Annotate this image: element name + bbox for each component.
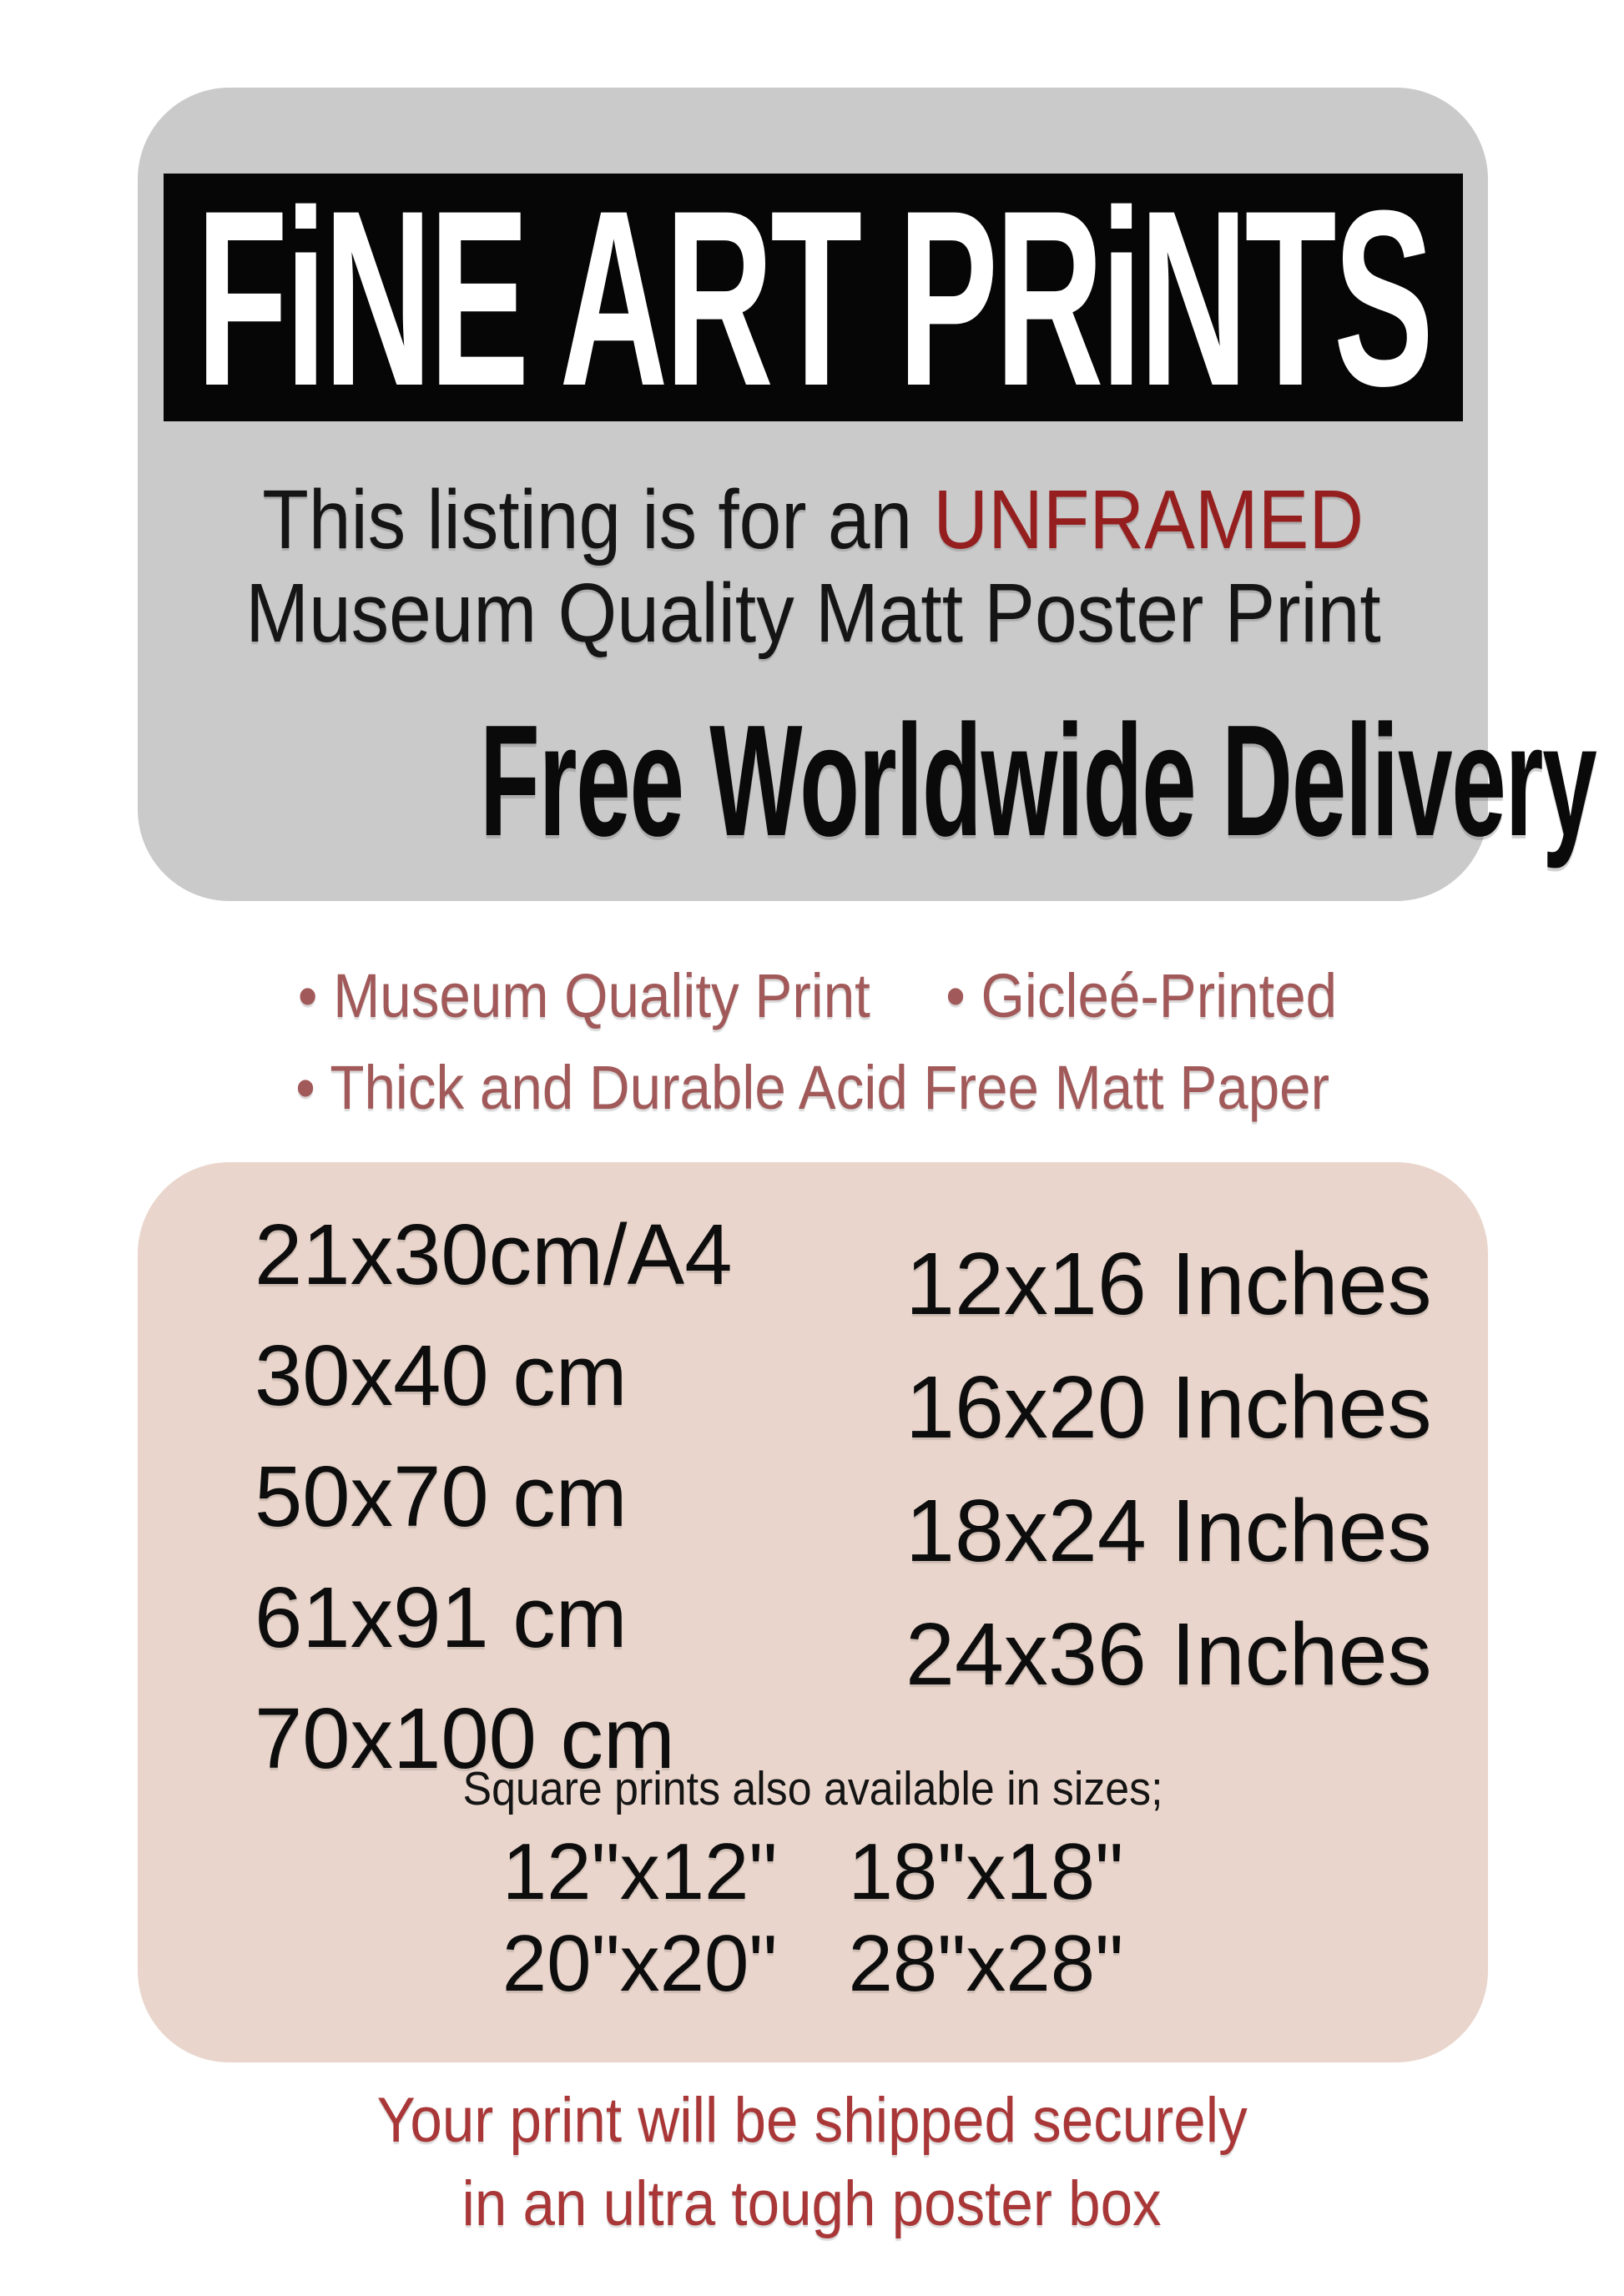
size-item: 18x24 Inches — [905, 1482, 1432, 1580]
listing-line-2: Museum Quality Matt Poster Print — [245, 566, 1381, 660]
inch-size-list — [905, 1222, 1432, 1716]
size-item: 61x91 cm — [255, 1569, 628, 1665]
square-size-item: 20"x20" — [502, 1919, 778, 2008]
square-size-item: 28"x28" — [848, 1919, 1124, 2008]
square-row-2 — [138, 1918, 1488, 2010]
square-row-1 — [138, 1826, 1488, 1918]
size-item: 70x100 cm — [255, 1690, 675, 1786]
unframed-highlight: UNFRAMED — [933, 473, 1364, 566]
size-item: 30x40 cm — [255, 1327, 628, 1423]
square-size-list — [138, 1826, 1488, 2010]
square-size-item: 18"x18" — [848, 1827, 1124, 1916]
size-item: 16x20 Inches — [905, 1358, 1432, 1457]
feature-item: • Gicleé-Printed — [945, 961, 1337, 1030]
feature-item: • Museum Quality Print — [298, 961, 871, 1030]
listing-line-1 — [138, 473, 1488, 566]
feature-item: • Thick and Durable Acid Free Matt Paper — [295, 1053, 1330, 1122]
shipping-line-1: Your print will be shipped securely — [376, 2085, 1248, 2156]
shipping-note — [0, 2079, 1624, 2246]
size-item: 24x36 Inches — [905, 1605, 1432, 1704]
hero-card — [138, 88, 1596, 901]
feature-row-1 — [138, 950, 1488, 1042]
square-size-item: 12"x12" — [502, 1827, 778, 1916]
listing-line1-prefix: This listing is for an — [262, 473, 934, 566]
feature-list — [138, 950, 1488, 1134]
size-item: 50x70 cm — [255, 1448, 628, 1544]
cm-size-list — [255, 1194, 733, 1799]
title-banner — [164, 157, 1463, 438]
square-intro: Square prints also available in sizes; — [462, 1762, 1163, 1815]
feature-row-2 — [138, 1042, 1488, 1134]
listing-description — [138, 473, 1488, 660]
size-item: 12x16 Inches — [905, 1235, 1432, 1333]
banner-title: FiNE ART PRiNTS — [195, 157, 1431, 438]
size-item: 21x30cm/A4 — [255, 1206, 733, 1302]
sizes-card — [138, 1162, 1488, 2062]
delivery-heading: Free Worldwide Delivery — [479, 692, 1596, 869]
shipping-line-2: in an ultra tough poster box — [461, 2168, 1163, 2239]
